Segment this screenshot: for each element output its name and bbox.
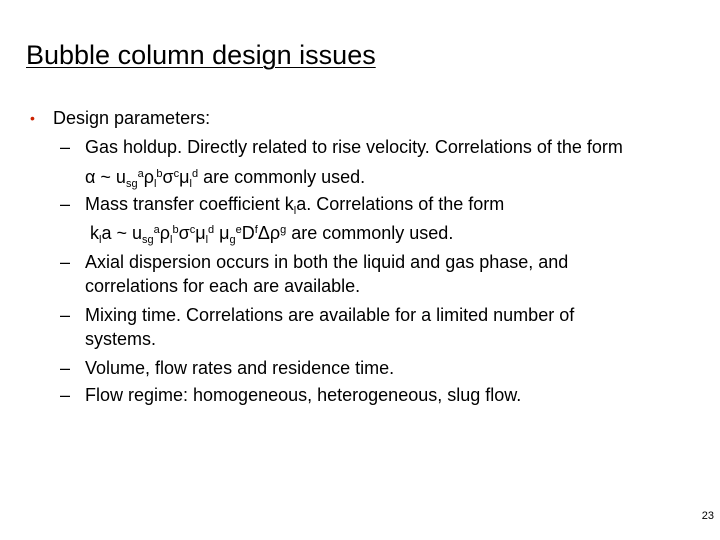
formula-superscript: c xyxy=(189,224,196,236)
sub-item-flow-regime: Flow regime: homogeneous, heterogeneous, slug flow. xyxy=(85,385,522,405)
formula-subscript: l xyxy=(99,234,102,246)
item-subscript: l xyxy=(293,205,297,217)
slide-title: Bubble column design issues xyxy=(26,40,376,70)
formula-text: are commonly used. xyxy=(286,223,454,243)
formula-symbol: μ xyxy=(219,223,230,243)
formula-superscript: b xyxy=(172,224,179,236)
dash-icon: – xyxy=(60,358,71,378)
formula-symbol: ρ xyxy=(269,223,281,243)
item-text: Mass transfer coefficient k xyxy=(85,194,294,214)
formula-superscript: e xyxy=(235,224,242,236)
formula-symbol: μ xyxy=(195,223,206,243)
formula-holdup xyxy=(85,166,365,188)
dash-icon: – xyxy=(60,137,71,157)
formula-superscript: b xyxy=(156,168,163,180)
formula-subscript: l xyxy=(189,178,192,190)
dash-icon: – xyxy=(60,305,71,325)
sub-item-gas-holdup: Gas holdup. Directly related to rise velocity. Correlations of the form xyxy=(85,137,623,157)
formula-superscript: d xyxy=(208,224,215,236)
formula-text: ~ u xyxy=(95,167,126,187)
formula-superscript: g xyxy=(280,224,287,236)
formula-symbol: σ xyxy=(162,167,174,187)
formula-subscript: l xyxy=(205,234,209,246)
item-text: a. Correlations of the form xyxy=(296,194,505,214)
formula-text: are commonly used. xyxy=(198,167,366,187)
formula-text: k xyxy=(90,223,99,243)
formula-symbol: μ xyxy=(179,167,190,187)
main-bullet-text: Design parameters: xyxy=(53,108,211,128)
formula-symbol: ρ xyxy=(143,167,154,187)
formula-subscript: sg xyxy=(142,234,154,246)
formula-symbol: ρ xyxy=(159,223,170,243)
page-number: 23 xyxy=(701,510,714,522)
formula-superscript: f xyxy=(254,224,258,236)
sub-item-axial-dispersion: Axial dispersion occurs in both the liquid and gas phase, and xyxy=(85,252,569,272)
formula-subscript: l xyxy=(153,178,157,190)
sub-item-mass-transfer xyxy=(85,193,504,215)
formula-superscript: a xyxy=(153,224,160,236)
formula-symbol: σ xyxy=(178,223,190,243)
dash-icon: – xyxy=(60,194,71,214)
sub-item-axial-dispersion-cont: correlations for each are available. xyxy=(85,276,361,296)
formula-superscript: c xyxy=(173,168,180,180)
formula-superscript: a xyxy=(137,168,144,180)
formula-subscript: l xyxy=(170,234,173,246)
sub-item-volume: Volume, flow rates and residence time. xyxy=(85,358,395,378)
formula-text: a ~ u xyxy=(101,223,142,243)
sub-item-mixing-time: Mixing time. Correlations are available for a limited number of xyxy=(85,305,575,325)
formula-subscript: g xyxy=(229,234,236,246)
formula-symbol: Δ xyxy=(257,223,270,243)
formula-text: D xyxy=(241,223,255,243)
dash-icon: – xyxy=(60,385,71,405)
formula-superscript: d xyxy=(191,168,199,180)
formula-symbol: α xyxy=(85,167,96,187)
formula-subscript: sg xyxy=(125,178,138,190)
formula-mass-transfer xyxy=(90,222,453,244)
dash-icon: – xyxy=(60,252,71,272)
sub-item-mixing-time-cont: systems. xyxy=(85,329,157,349)
bullet-icon: • xyxy=(30,110,35,126)
